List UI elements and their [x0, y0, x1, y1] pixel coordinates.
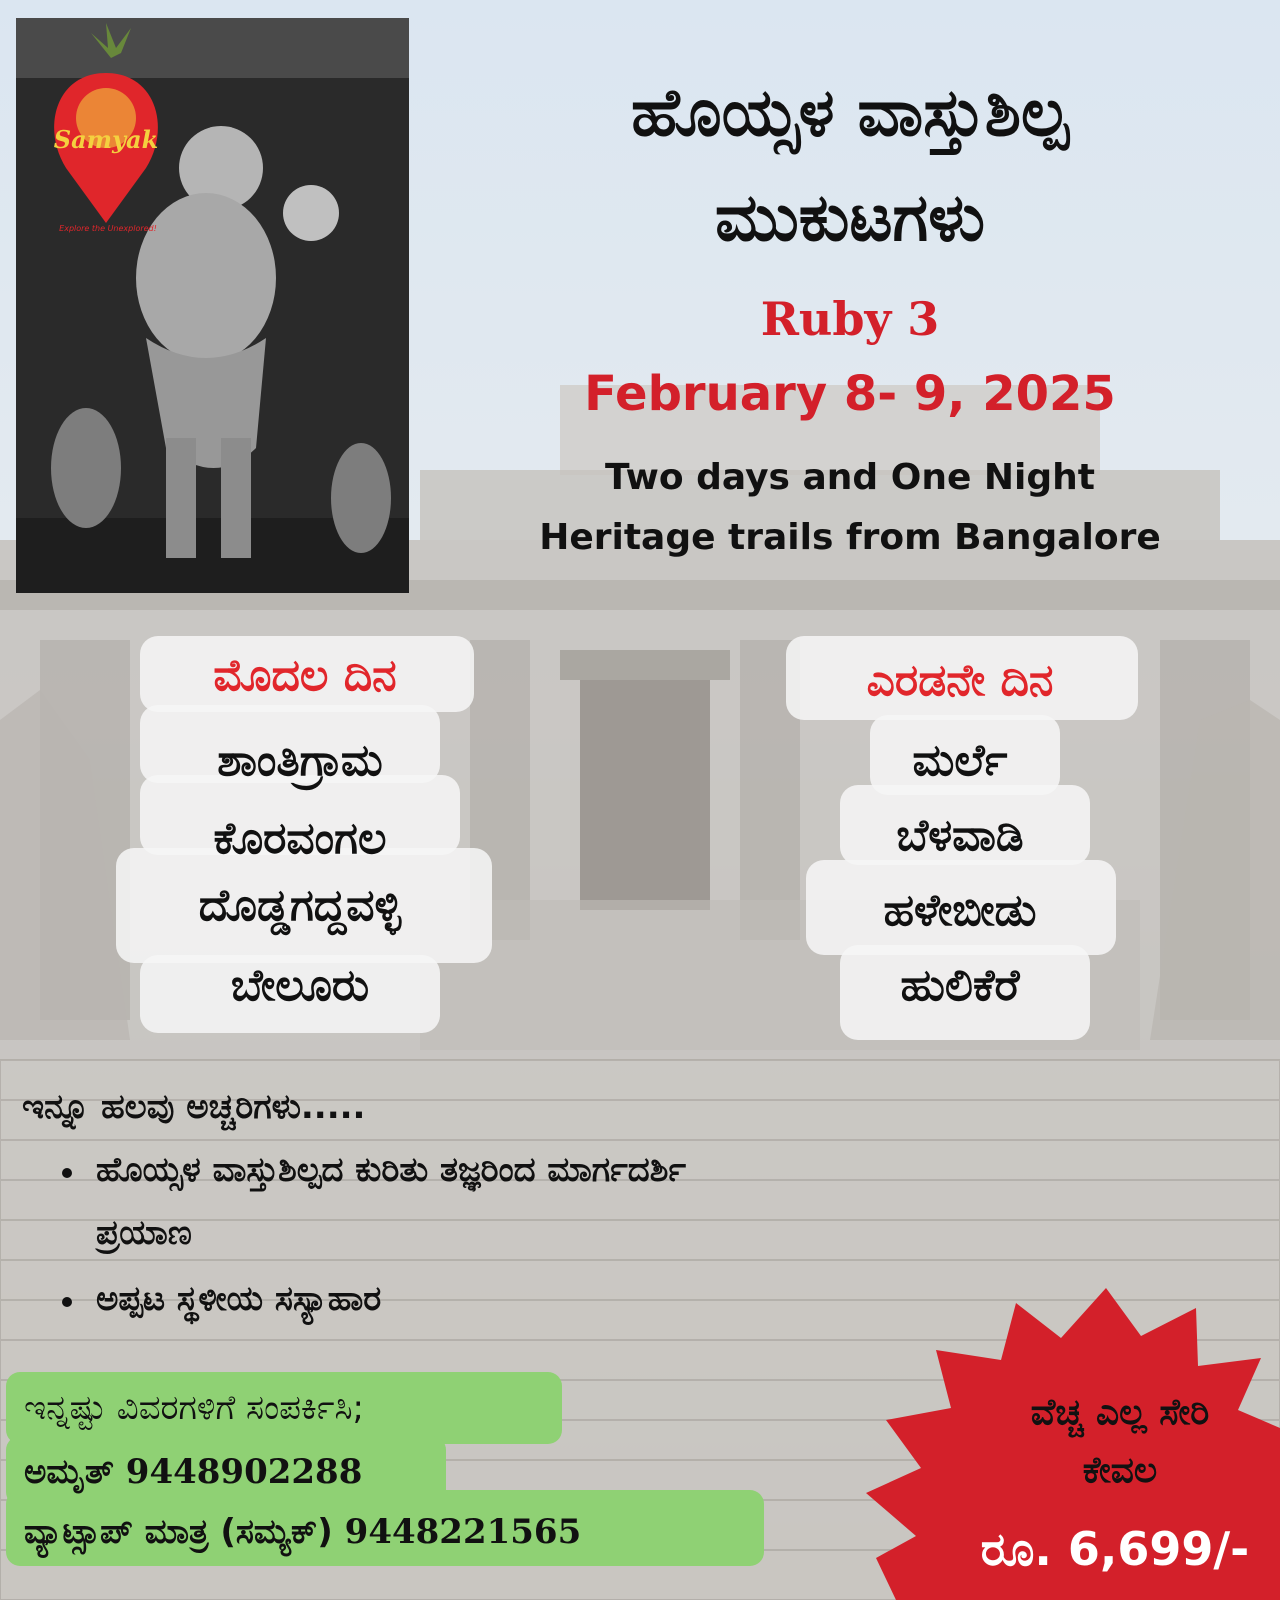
extras-heading: ಇನ್ನೂ ಹಲವು ಅಚ್ಚರಿಗಳು.....	[22, 1087, 366, 1127]
price-line-1: ವೆಚ್ಚ ಎಲ್ಲ ಸೇರಿ	[1030, 1392, 1210, 1433]
bullet-dot-1	[62, 1168, 72, 1178]
contact-1	[24, 1452, 362, 1492]
contact-2-phone: 9448221565	[344, 1512, 582, 1552]
price-line-2: ಕೇವಲ	[1082, 1450, 1158, 1491]
day2-place-1: ಮರ್ಲೆ	[912, 735, 1008, 786]
logo-tagline: Explore the Unexplored!	[59, 224, 157, 233]
edition-label: Ruby 3	[760, 292, 940, 346]
sculpture-poster	[16, 18, 409, 593]
title-line-1: ಹೊಯ್ಸಳ ವಾಸ್ತುಶಿಲ್ಪ	[631, 74, 1069, 151]
title-line-2: ಮುಕುಟಗಳು	[714, 179, 986, 256]
contact-2	[24, 1512, 581, 1552]
contact-1-phone: 9448902288	[125, 1452, 363, 1492]
extras-item-2: ಅಪ್ಪಟ ಸ್ಥಳೀಯ ಸಸ್ಯಾಹಾರ	[96, 1279, 382, 1319]
logo-brand-text: Samyak	[53, 125, 159, 154]
bullet-dot-2	[62, 1297, 72, 1307]
day1-place-2: ಕೊರವಂಗಲ	[213, 813, 387, 864]
day1-place-4: ಬೇಲೂರು	[230, 960, 370, 1011]
contact-1-name: ಅಮೃತ್	[24, 1452, 114, 1492]
day1-heading: ಮೊದಲ ದಿನ	[213, 650, 397, 701]
day2-place-3: ಹಳೇಬೀಡು	[883, 885, 1037, 936]
contact-intro: ಇನ್ನಷ್ಟು ವಿವರಗಳಿಗೆ ಸಂಪರ್ಕಿಸಿ;	[24, 1388, 364, 1428]
trip-dates: February 8- 9, 2025	[584, 366, 1116, 422]
extras-item-1-line-2: ಪ್ರಯಾಣ	[96, 1213, 192, 1253]
subtitle-duration: Two days and One Night	[605, 457, 1095, 498]
price-amount: ರೂ. 6,699/-	[980, 1522, 1250, 1576]
subtitle-origin: Heritage trails from Bangalore	[539, 517, 1161, 558]
day2-heading: ಎರಡನೇ ದಿನ	[866, 655, 1054, 706]
day2-place-2: ಬೆಳವಾಡಿ	[896, 810, 1024, 861]
contact-2-name: ವ್ಯಾಟ್ಸಾಪ್ ಮಾತ್ರ (ಸಮ್ಯಕ್)	[24, 1512, 333, 1552]
day1-place-3: ದೊಡ್ಡಗದ್ದವಳ್ಳಿ	[198, 880, 402, 931]
day1-place-1: ಶಾಂತಿಗ್ರಾಮ	[217, 735, 383, 786]
day2-place-4: ಹುಲಿಕೆರೆ	[900, 960, 1020, 1011]
extras-item-1-line-1: ಹೊಯ್ಸಳ ವಾಸ್ತುಶಿಲ್ಪದ ಕುರಿತು ತಜ್ಞರಿಂದ ಮಾರ್ಗದರ್ಶಿ	[96, 1150, 686, 1190]
